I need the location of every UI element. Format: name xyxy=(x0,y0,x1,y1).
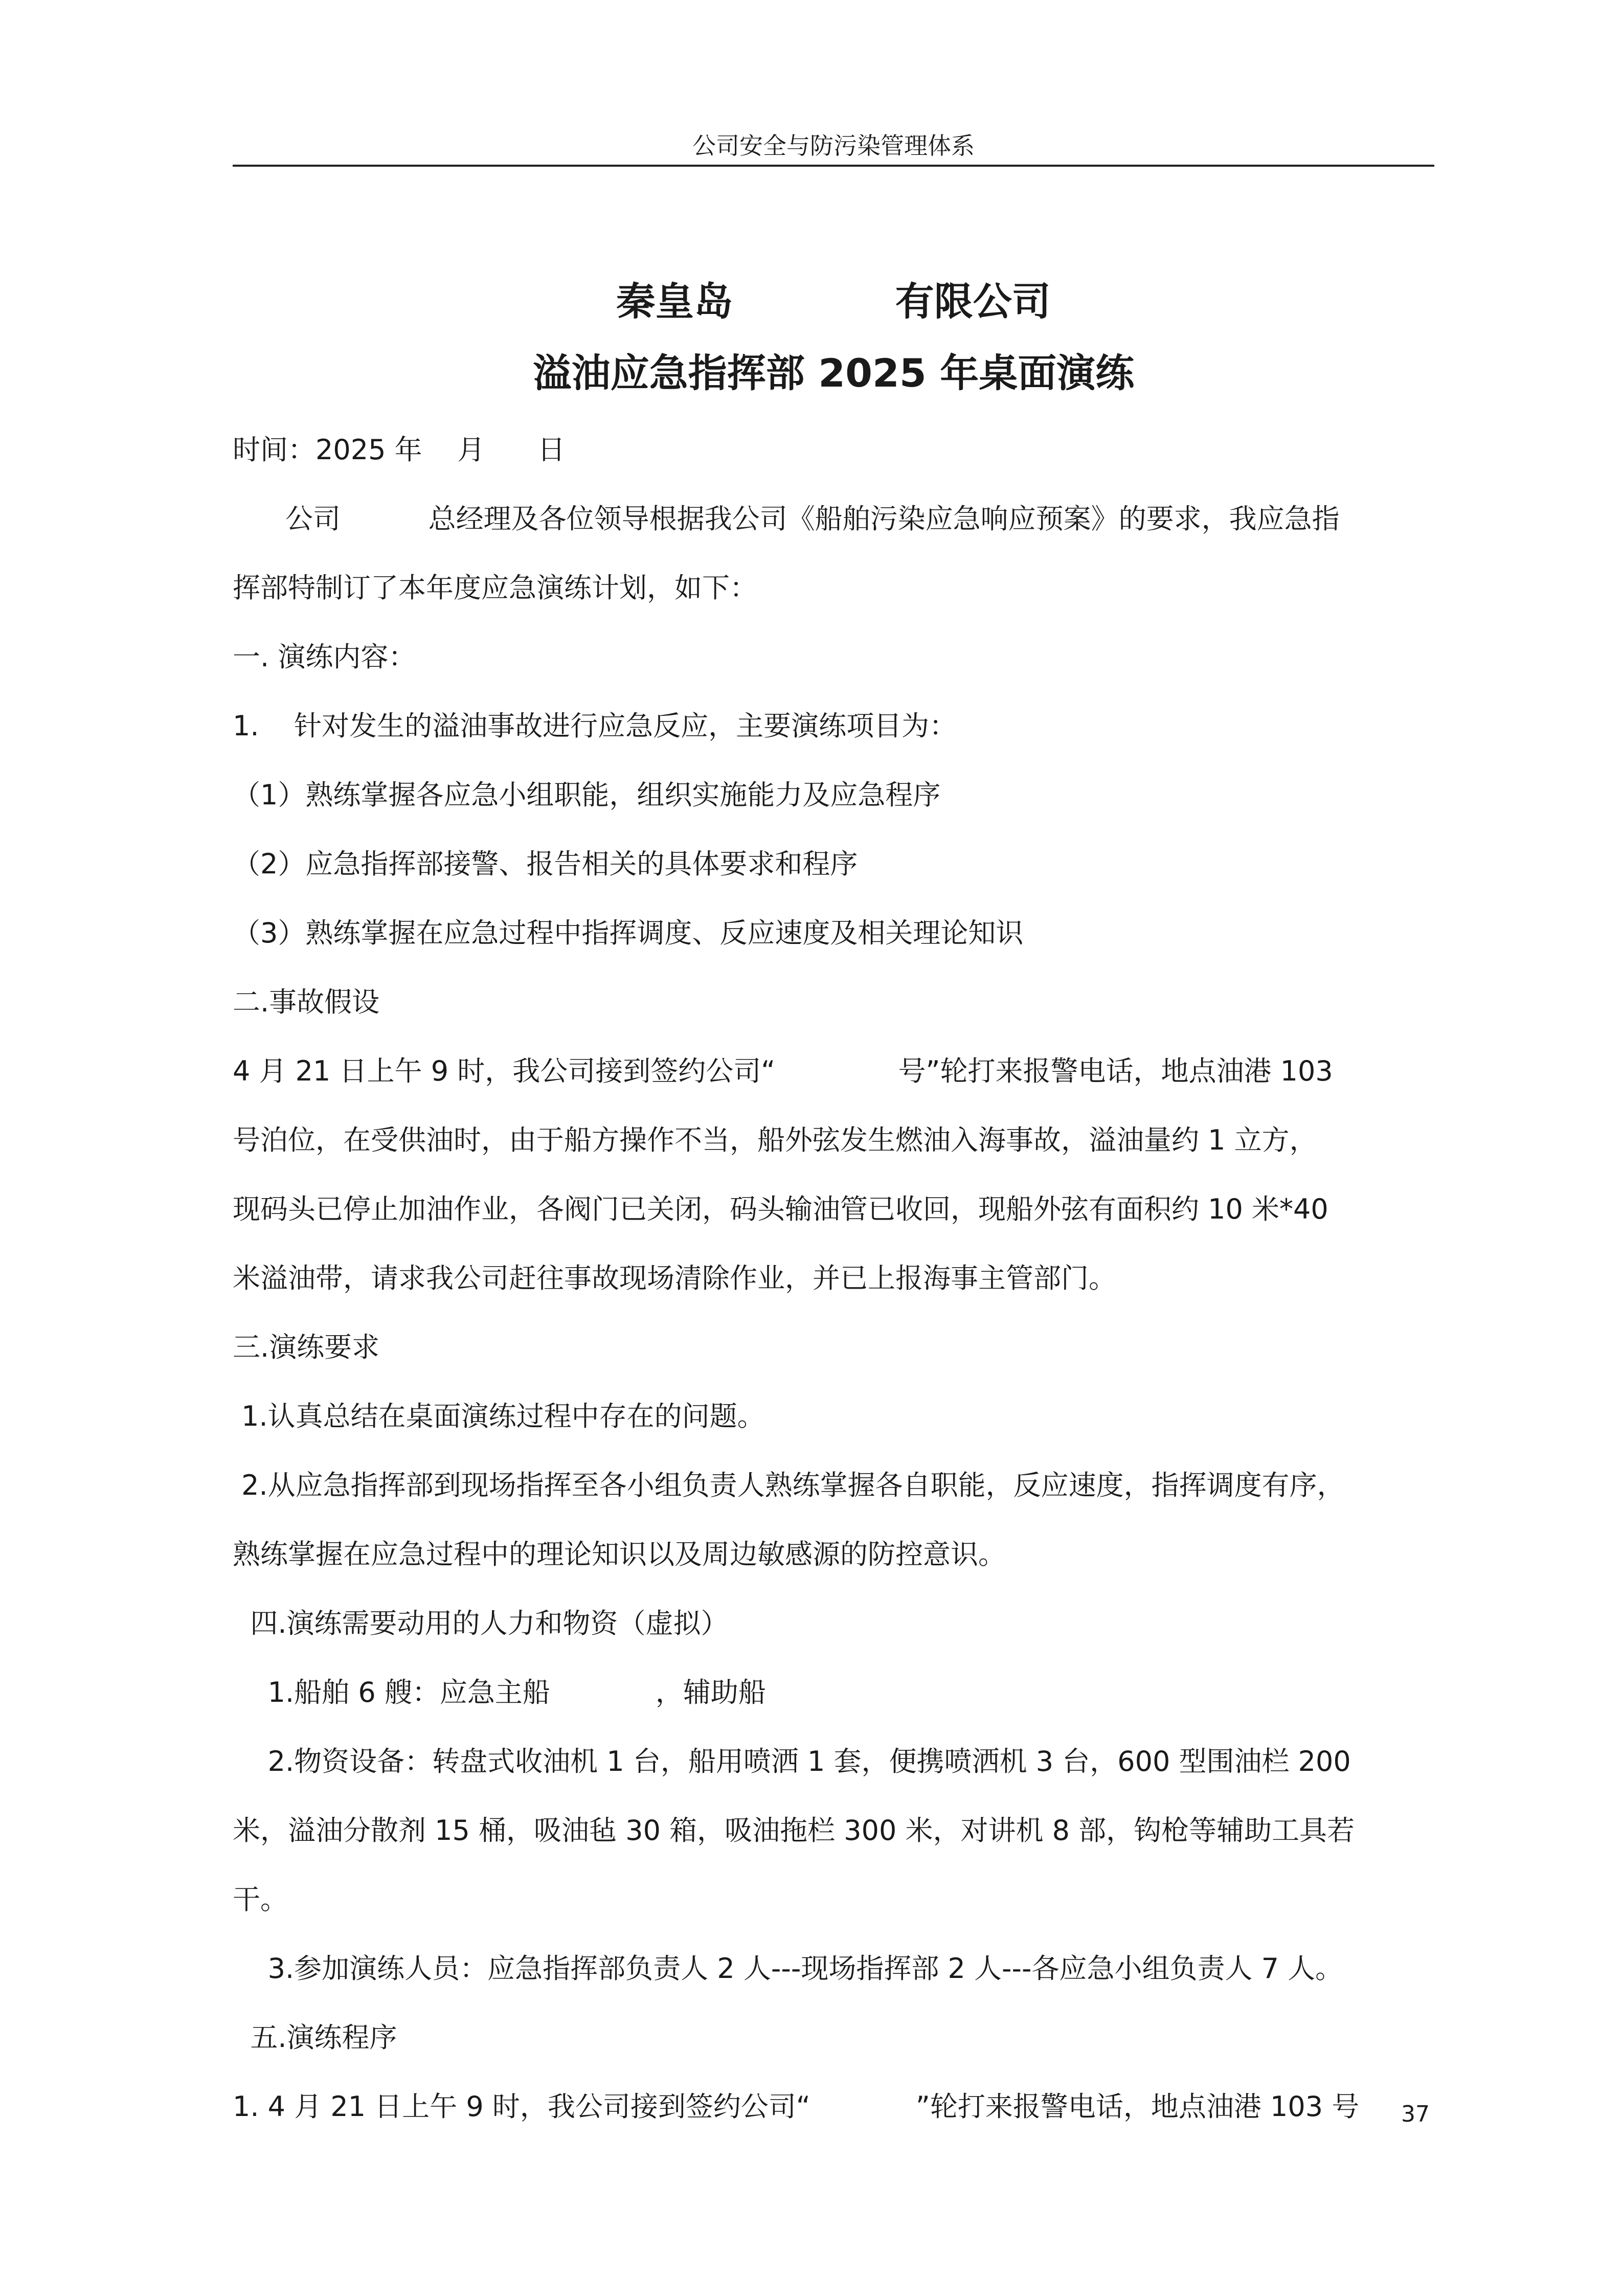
body-line: 公司 总经理及各位领导根据我公司《船舶污染应急响应预案》的要求，我应急指 xyxy=(233,503,1340,535)
body-line: 四.演练需要动用的人力和物资（虚拟） xyxy=(233,1607,729,1639)
body-line: 1.认真总结在桌面演练过程中存在的问题。 xyxy=(233,1400,765,1432)
body-line: 号泊位，在受供油时，由于船方操作不当，船外弦发生燃油入海事故，溢油量约 1 立方， xyxy=(233,1124,1317,1156)
body-line: 熟练掌握在应急过程中的理论知识以及周边敏感源的防控意识。 xyxy=(233,1538,1006,1570)
body-line: （2）应急指挥部接警、报告相关的具体要求和程序 xyxy=(233,848,858,880)
body-line: 挥部特制订了本年度应急演练计划，如下： xyxy=(233,572,757,604)
body-line: 现码头已停止加油作业，各阀门已关闭，码头输油管已收回，现船外弦有面积约 10 米*40 xyxy=(233,1193,1328,1225)
body-line: 1.船舶 6 艘：应急主船 ，辅助船 xyxy=(233,1676,766,1708)
body-line: 4 月 21 日上午 9 时，我公司接到签约公司“ 号”轮打来报警电话，地点油港 103 xyxy=(233,1055,1333,1087)
body-line: 2.物资设备：转盘式收油机 1 台，船用喷洒 1 套，便携喷洒机 3 台，600 型围油栏 200 xyxy=(233,1745,1351,1777)
title-drill: 溢油应急指挥部 2025 年桌面演练 xyxy=(532,350,1135,396)
body-line: （1）熟练掌握各应急小组职能，组织实施能力及应急程序 xyxy=(233,779,941,811)
body-line: 干。 xyxy=(233,1883,288,1916)
body-line: 1. 4 月 21 日上午 9 时，我公司接到签约公司“ ”轮打来报警电话，地点油港 103 号 xyxy=(233,2090,1360,2123)
body-line: 二.事故假设 xyxy=(233,986,380,1018)
body-line: 米溢油带，请求我公司赶往事故现场清除作业，并已上报海事主管部门。 xyxy=(233,1262,1116,1294)
body-line: 时间：2025 年 月 日 xyxy=(233,434,566,466)
title-company: 秦皇岛 有限公司 xyxy=(616,279,1051,324)
body-line: 三.演练要求 xyxy=(233,1331,380,1363)
body-line: （3）熟练掌握在应急过程中指挥调度、反应速度及相关理论知识 xyxy=(233,917,1024,949)
header-rule xyxy=(233,165,1434,167)
running-header: 公司安全与防污染管理体系 xyxy=(692,132,975,160)
body-line: 一. 演练内容： xyxy=(233,641,416,673)
body-line: 2.从应急指挥部到现场指挥至各小组负责人熟练掌握各自职能，反应速度，指挥调度有序， xyxy=(233,1469,1345,1501)
body-line: 五.演练程序 xyxy=(233,2021,397,2054)
body-line: 3.参加演练人员：应急指挥部负责人 2 人---现场指挥部 2 人---各应急小组负责人 7 人。 xyxy=(233,1952,1343,1985)
body-line: 米，溢油分散剂 15 桶，吸油毡 30 箱，吸油拖栏 300 米，对讲机 8 部，钩枪等辅助工具若 xyxy=(233,1814,1355,1847)
body-line: 1. 针对发生的溢油事故进行应急反应，主要演练项目为： xyxy=(233,710,957,742)
page-number: 37 xyxy=(1401,2101,1430,2127)
